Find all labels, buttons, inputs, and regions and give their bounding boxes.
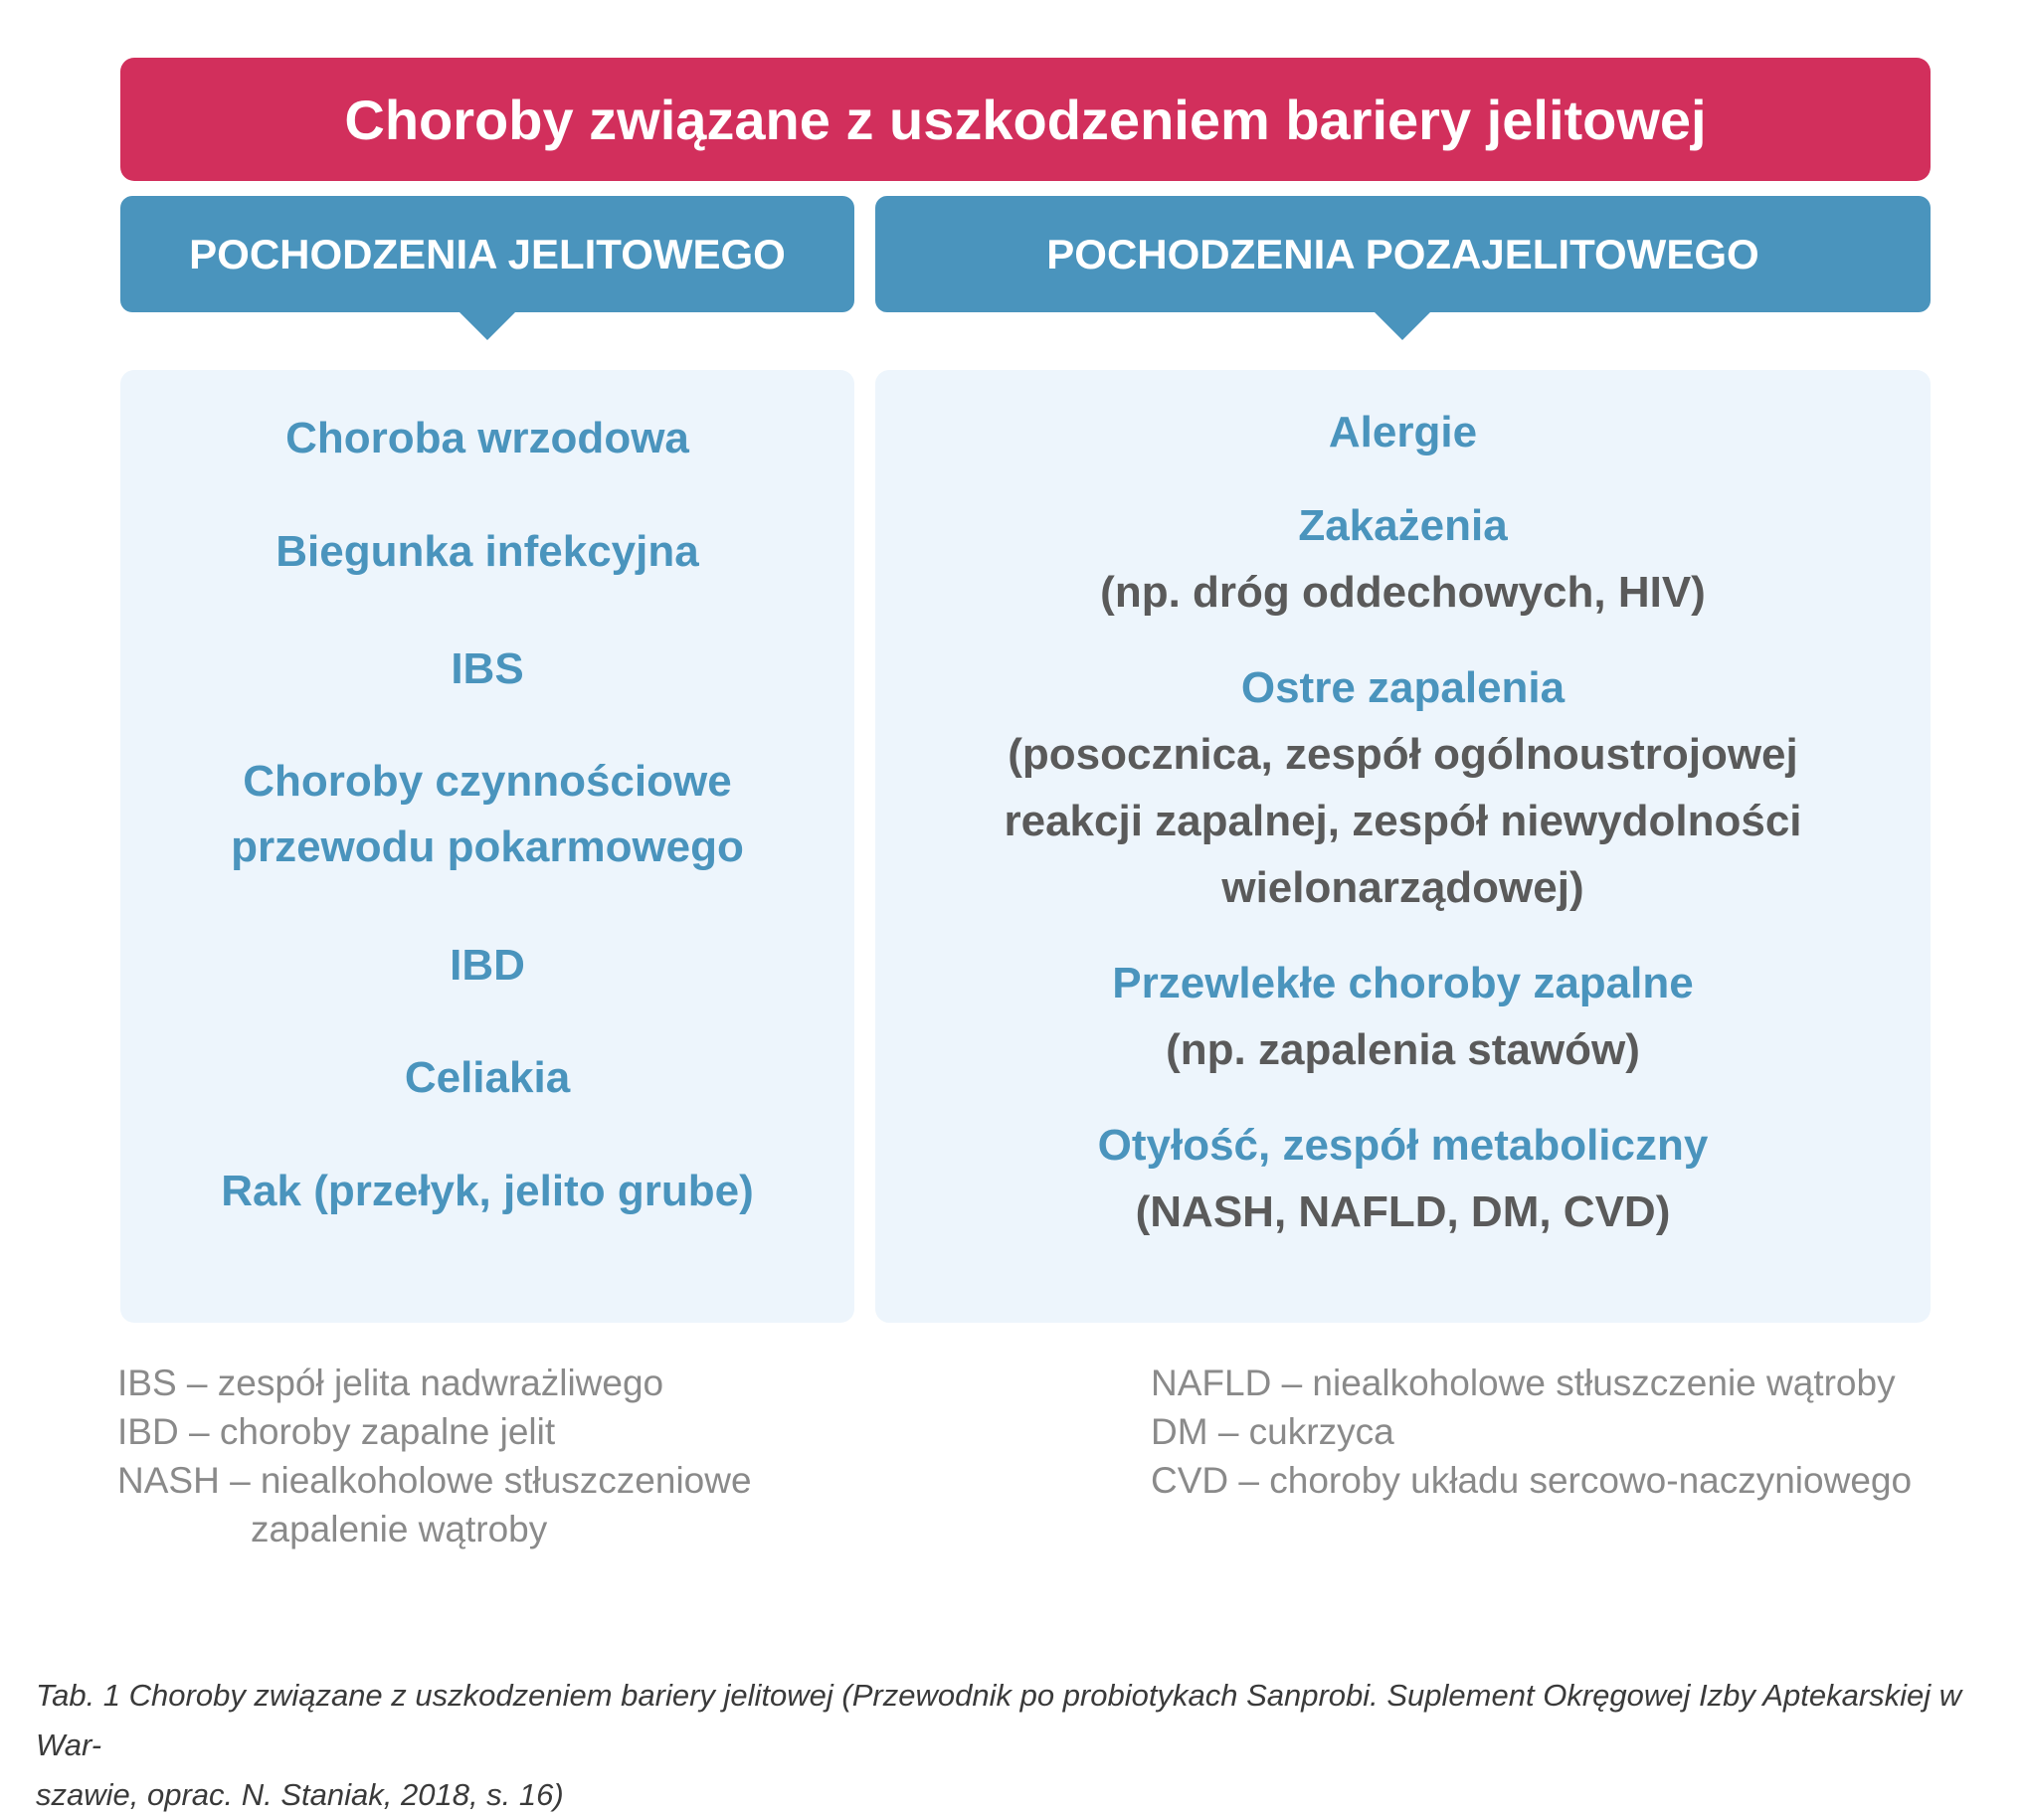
disease-detail: (posocznica, zespół ogólnoustrojowej: [1008, 730, 1798, 779]
disease-item: przewodu pokarmowego: [231, 822, 744, 871]
disease-detail: reakcji zapalnej, zespół niewydolności: [1004, 797, 1802, 845]
disease-item: Choroba wrzodowa: [285, 414, 689, 462]
disease-item: Zakażenia: [1298, 501, 1508, 550]
disease-detail: (np. dróg oddechowych, HIV): [1100, 568, 1706, 617]
disease-item: Alergie: [1328, 408, 1478, 456]
legend-left: [117, 1359, 752, 1553]
figure-caption: [36, 1671, 1985, 1820]
disease-item: Przewlekłe choroby zapalne: [1112, 959, 1694, 1007]
legend-entry: DM – cukrzyca: [1151, 1411, 1394, 1452]
legend-entry: IBS – zespół jelita nadwrażliwego: [117, 1363, 664, 1403]
panel-intestinal: [120, 370, 854, 1323]
legend-right: [1151, 1359, 1912, 1505]
disease-item: Choroby czynnościowe: [243, 757, 732, 806]
disease-detail: (NASH, NAFLD, DM, CVD): [1135, 1187, 1671, 1236]
disease-item: Celiakia: [404, 1053, 571, 1102]
legend-entry: zapalenie wątroby: [251, 1509, 548, 1549]
legend-entry: IBD – choroby zapalne jelit: [117, 1411, 556, 1452]
disease-item: IBS: [451, 644, 524, 693]
panel-extraintestinal: [875, 370, 1931, 1323]
legend-entry: NASH – niealkoholowe stłuszczeniowe: [117, 1460, 752, 1501]
legend-entry: NAFLD – niealkoholowe stłuszczenie wątroby: [1151, 1363, 1896, 1403]
header-extraintestinal: POCHODZENIA POZAJELITOWEGO: [875, 196, 1931, 312]
disease-item: Ostre zapalenia: [1240, 663, 1566, 712]
header-intestinal-pointer: [458, 310, 517, 340]
header-intestinal: POCHODZENIA JELITOWEGO: [120, 196, 854, 312]
legend-entry: CVD – choroby układu sercowo-naczyniowego: [1151, 1460, 1913, 1501]
disease-item: IBD: [450, 941, 525, 990]
disease-item: Otyłość, zespół metaboliczny: [1097, 1121, 1709, 1170]
caption-line: szawie, oprac. N. Staniak, 2018, s. 16): [36, 1777, 564, 1812]
disease-detail: wielonarządowej): [1221, 863, 1584, 912]
header-extraintestinal-pointer: [1373, 310, 1432, 340]
caption-line: Tab. 1 Choroby związane z uszkodzeniem bariery jelitowej (Przewodnik po probiotykach Sanprobi. Suplement Okręgowej Izby Aptekarskiej w War-: [36, 1678, 1962, 1762]
disease-detail: (np. zapalenia stawów): [1166, 1025, 1640, 1074]
page-title: Choroby związane z uszkodzeniem bariery jelitowej: [120, 58, 1931, 181]
disease-item: Rak (przełyk, jelito grube): [221, 1167, 754, 1215]
disease-item: Biegunka infekcyjna: [276, 527, 699, 576]
